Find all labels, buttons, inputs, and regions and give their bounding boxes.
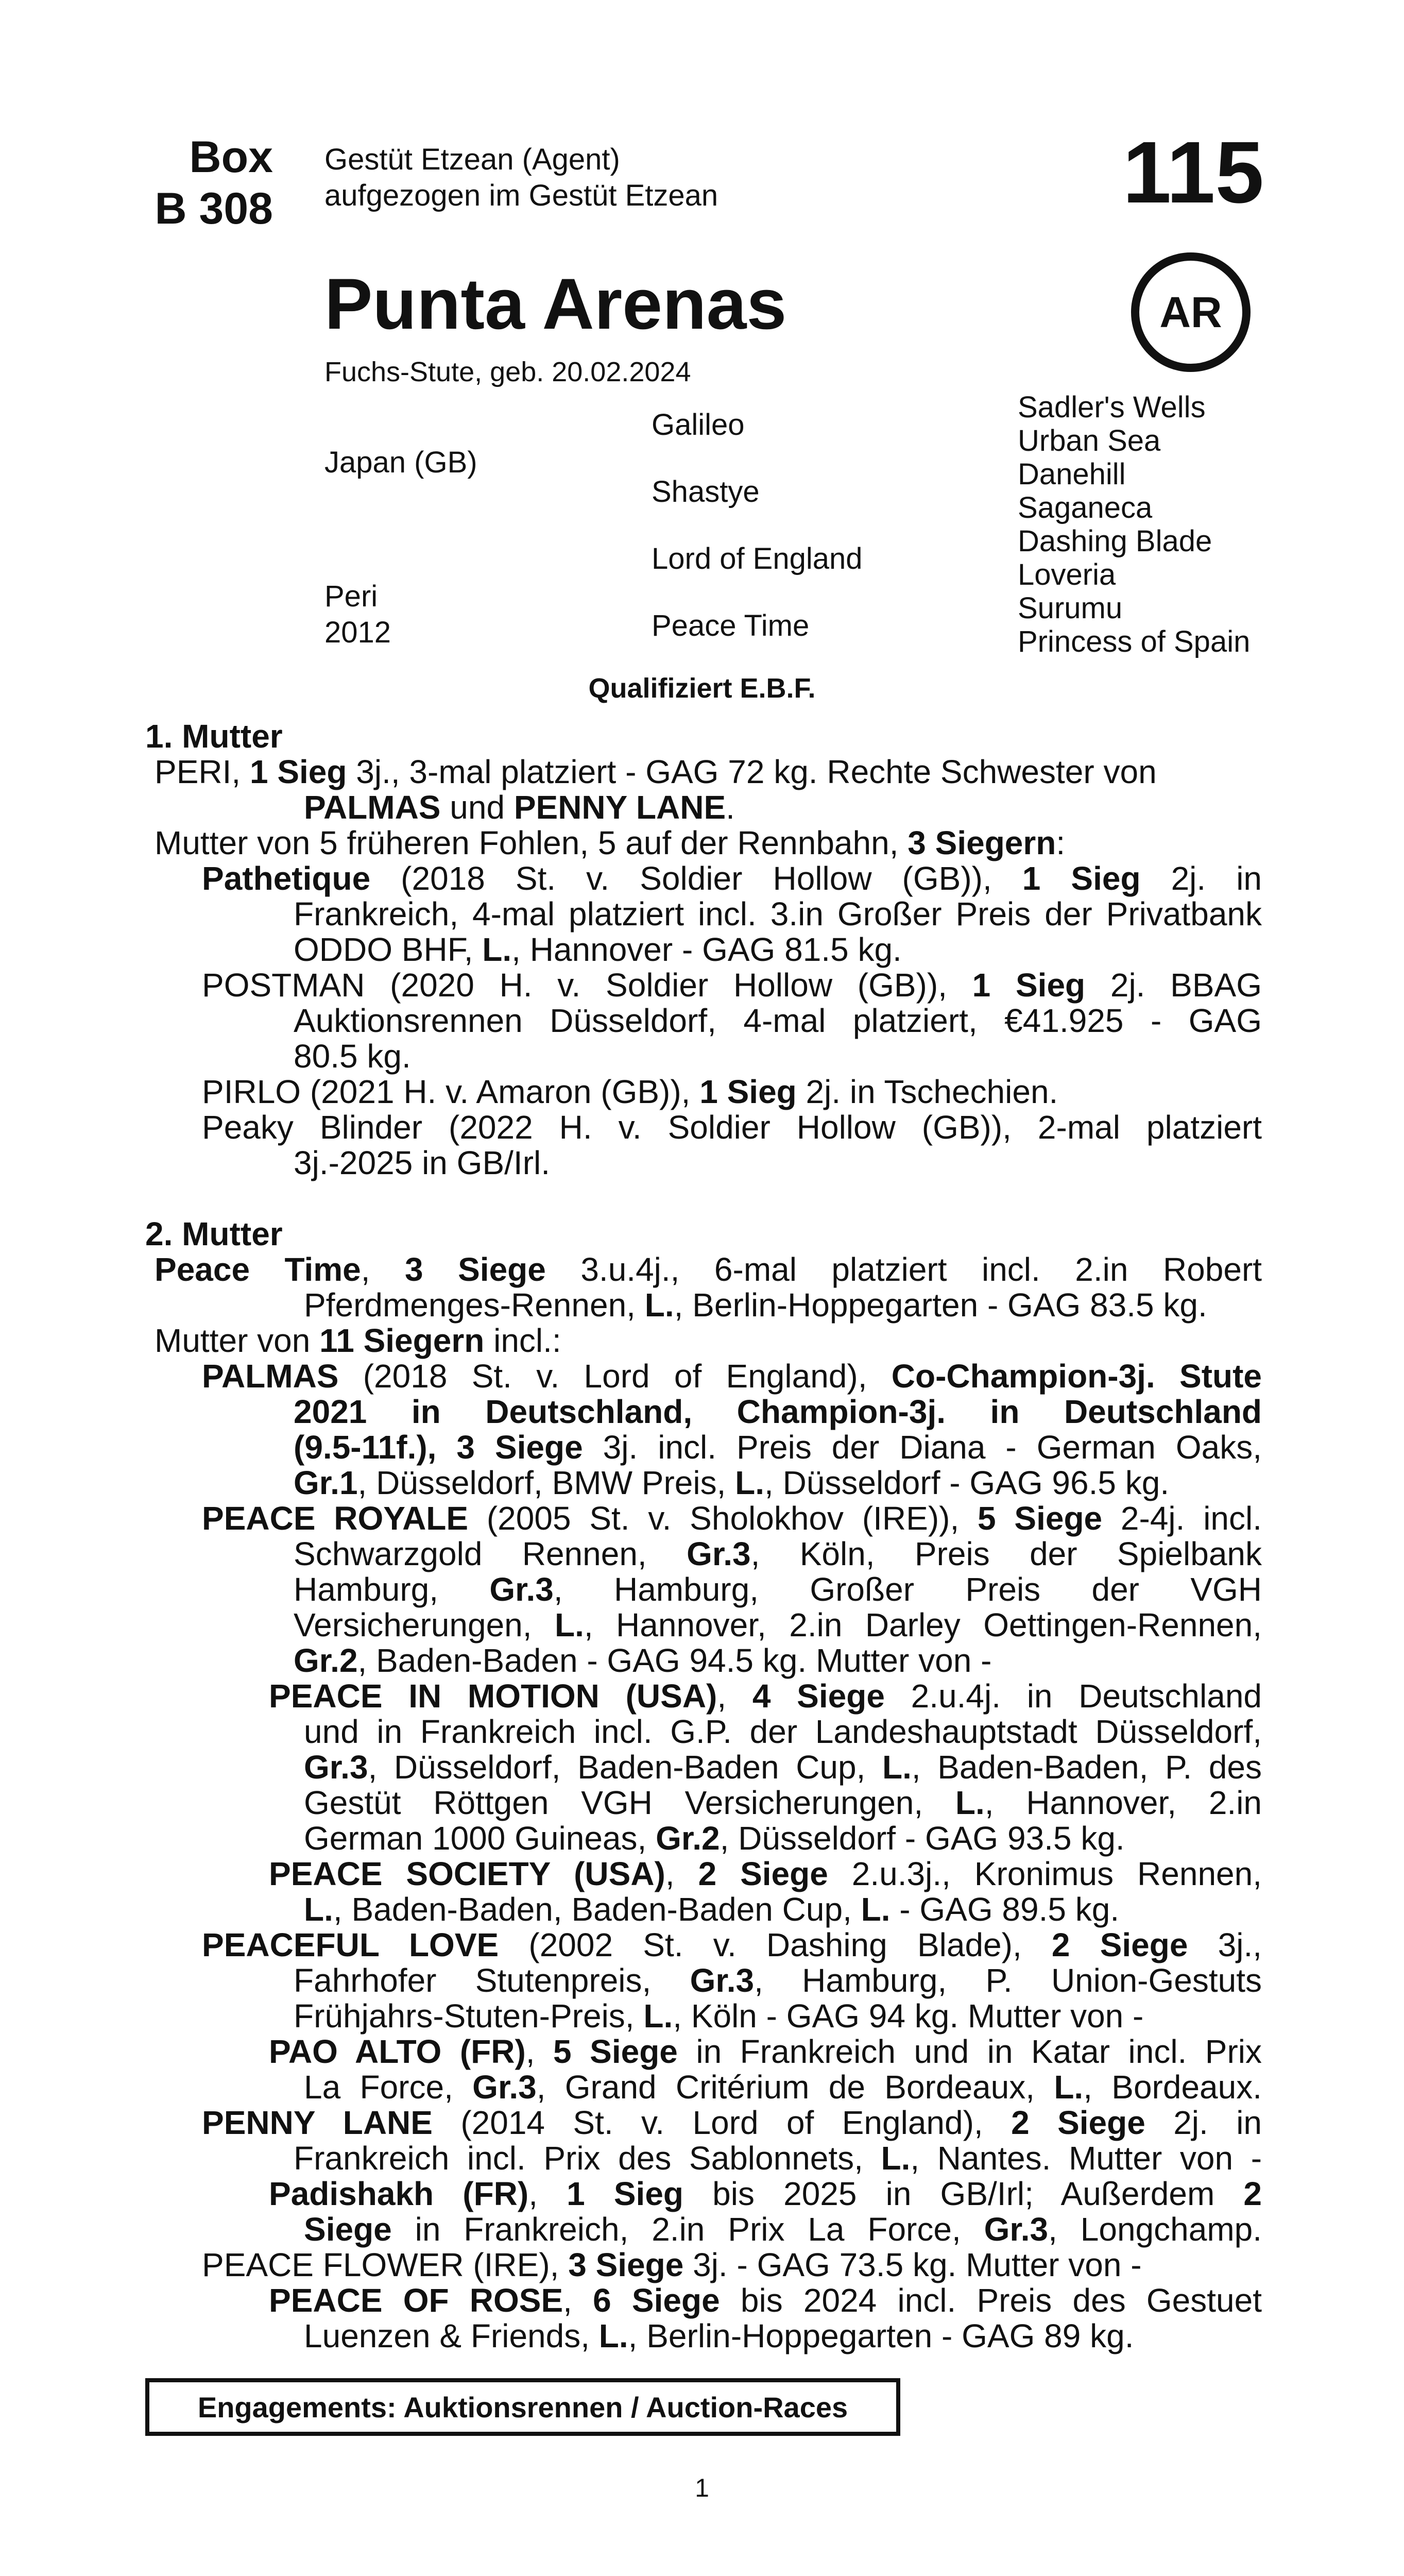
box-label [124,131,273,234]
pedigree-gen2-4: Peace Time [652,609,810,642]
second-dam-heading: 2. Mutter [145,1215,283,1252]
produce-entry-cont: Frankreich incl. Prix des Sablonnets, L., Nantes. Mutter von - [294,2140,1262,2177]
produce-entry-cont: Gr.2, Baden-Baden - GAG 94.5 kg. Mutter von - [294,1642,992,1679]
pedigree-gen3-8: Princess of Spain [1018,625,1251,658]
produce-entry-cont: Schwarzgold Rennen, Gr.3, Köln, Preis der Spielbank [294,1535,1262,1572]
produce-entry-cont: Frankreich, 4-mal platziert incl. 3.in Großer Preis der Privatbank [294,895,1262,933]
pedigree-gen3-3: Danehill [1018,457,1126,491]
produce-entry-cont: (9.5-11f.), 3 Siege 3j. incl. Preis der Diana - German Oaks, [294,1429,1262,1466]
first-dam-line: PERI, 1 Sieg 3j., 3-mal platziert - GAG 72 kg. Rechte Schwester von [155,753,1157,790]
grandproduce-entry-cont: German 1000 Guineas, Gr.2, Düsseldorf - GAG 93.5 kg. [304,1820,1125,1857]
pedigree-gen3-2: Urban Sea [1018,424,1161,457]
first-dam-block [155,754,1262,1181]
horse-name: Punta Arenas [324,263,787,344]
page-number: 1 [695,2473,709,2502]
pedigree-dam: Peri [324,580,378,613]
grandproduce-entry-cont: L., Baden-Baden, Baden-Baden Cup, L. - GAG 89.5 kg. [304,1891,1120,1928]
grandproduce-entry: PEACE OF ROSE, 6 Siege bis 2024 incl. Preis des Gestuet [269,2282,1262,2319]
produce-entry-cont: Gr.1, Düsseldorf, BMW Preis, L., Düsseldorf - GAG 96.5 kg. [294,1464,1170,1501]
breeder-info [324,142,718,214]
grandproduce-entry-cont: und in Frankreich incl. G.P. der Landeshauptstadt Düsseldorf, [304,1713,1262,1750]
grandproduce-entry: PAO ALTO (FR), 5 Siege in Frankreich und in Katar incl. Prix [269,2033,1262,2070]
produce-entry: PALMAS (2018 St. v. Lord of England), Co-Champion-3j. Stute [202,1358,1262,1395]
pedigree-dam-year: 2012 [324,616,391,649]
produce-entry-cont: Fahrhofer Stutenpreis, Gr.3, Hamburg, P. Union-Gestuts [294,1962,1262,1999]
second-dam-block [155,1252,1262,2354]
pedigree-gen2-1: Galileo [652,408,745,442]
pedigree-sire: Japan (GB) [324,446,477,479]
produce-entry-cont: Auktionsrennen Düsseldorf, 4-mal platziert, €41.925 - GAG [294,1002,1262,1039]
produce-entry: Pathetique (2018 St. v. Soldier Hollow (GB)), 1 Sieg 2j. in [202,860,1262,897]
first-dam-heading: 1. Mutter [145,718,283,755]
produce-entry-cont: Hamburg, Gr.3, Hamburg, Großer Preis der VGH [294,1571,1262,1608]
grandproduce-entry: PEACE SOCIETY (USA), 2 Siege 2.u.3j., Kronimus Rennen, [269,1855,1262,1892]
produce-entry-cont: 2021 in Deutschland, Champion-3j. in Deutschland [294,1393,1262,1430]
produce-entry-cont: Versicherungen, L., Hannover, 2.in Darley Oettingen-Rennen, [294,1606,1262,1643]
pedigree-gen3-6: Loveria [1018,558,1116,591]
first-dam-line: PALMAS und PENNY LANE. [304,789,735,826]
grandproduce-entry-cont: Gestüt Röttgen VGH Versicherungen, L., Hannover, 2.in [304,1784,1262,1821]
pedigree-gen3-5: Dashing Blade [1018,524,1212,558]
ar-badge: AR [1131,252,1251,372]
pedigree-gen2-2: Shastye [652,475,760,509]
horse-description: Fuchs-Stute, geb. 20.02.2024 [324,357,691,387]
produce-entry: POSTMAN (2020 H. v. Soldier Hollow (GB)), 1 Sieg 2j. BBAG [202,967,1262,1004]
produce-entry: PEACEFUL LOVE (2002 St. v. Dashing Blade), 2 Siege 3j., [202,1926,1262,1963]
grandproduce-entry: Padishakh (FR), 1 Sieg bis 2025 in GB/Irl; Außerdem 2 [269,2175,1262,2212]
produce-entry: PEACE FLOWER (IRE), 3 Siege 3j. - GAG 73.5 kg. Mutter von - [202,2246,1142,2283]
produce-entry-cont: Frühjahrs-Stuten-Preis, L., Köln - GAG 94 kg. Mutter von - [294,1997,1144,2035]
produce-entry: PENNY LANE (2014 St. v. Lord of England), 2 Siege 2j. in [202,2104,1262,2141]
first-dam-produce-summary: Mutter von 5 früheren Fohlen, 5 auf der Rennbahn, 3 Siegern: [155,824,1066,861]
grandproduce-entry-cont: Siege in Frankreich, 2.in Prix La Force, Gr.3, Longchamp. [304,2211,1262,2248]
grandproduce-entry-cont: La Force, Gr.3, Grand Critérium de Bordeaux, L., Bordeaux. [304,2069,1262,2106]
breeder-line-1: Gestüt Etzean (Agent) [324,143,620,176]
box-line-2: B 308 [155,184,273,233]
second-dam-produce-summary: Mutter von 11 Siegern incl.: [155,1322,561,1359]
breeder-line-2: aufgezogen im Gestüt Etzean [324,179,718,212]
pedigree-gen3-4: Saganeca [1018,491,1153,524]
produce-entry-cont: 3j.-2025 in GB/Irl. [294,1144,550,1181]
box-line-1: Box [189,132,273,182]
grandproduce-entry-cont: Gr.3, Düsseldorf, Baden-Baden Cup, L., Baden-Baden, P. des [304,1749,1262,1786]
grandproduce-entry: PEACE IN MOTION (USA), 4 Siege 2.u.4j. in Deutschland [269,1677,1262,1715]
produce-entry-cont: 80.5 kg. [294,1038,411,1075]
pedigree-gen3-7: Surumu [1018,591,1123,625]
second-dam-line: Peace Time, 3 Siege 3.u.4j., 6-mal platziert incl. 2.in Robert [155,1251,1262,1288]
pedigree-gen3-1: Sadler's Wells [1018,391,1206,424]
grandproduce-entry-cont: Luenzen & Friends, L., Berlin-Hoppegarten - GAG 89 kg. [304,2317,1134,2354]
pedigree-gen2-3: Lord of England [652,542,863,575]
lot-number: 115 [1122,124,1264,222]
produce-entry: PEACE ROYALE (2005 St. v. Sholokhov (IRE)), 5 Siege 2-4j. incl. [202,1500,1262,1537]
qualification: Qualifiziert E.B.F. [588,673,816,704]
second-dam-line: Pferdmenges-Rennen, L., Berlin-Hoppegarten - GAG 83.5 kg. [304,1286,1207,1324]
produce-entry: Peaky Blinder (2022 H. v. Soldier Hollow (GB)), 2-mal platziert [202,1109,1262,1146]
produce-entry-cont: ODDO BHF, L., Hannover - GAG 81.5 kg. [294,931,902,968]
engagements-box: Engagements: Auktionsrennen / Auction-Races [145,2378,900,2436]
produce-entry: PIRLO (2021 H. v. Amaron (GB)), 1 Sieg 2j. in Tschechien. [202,1073,1058,1110]
